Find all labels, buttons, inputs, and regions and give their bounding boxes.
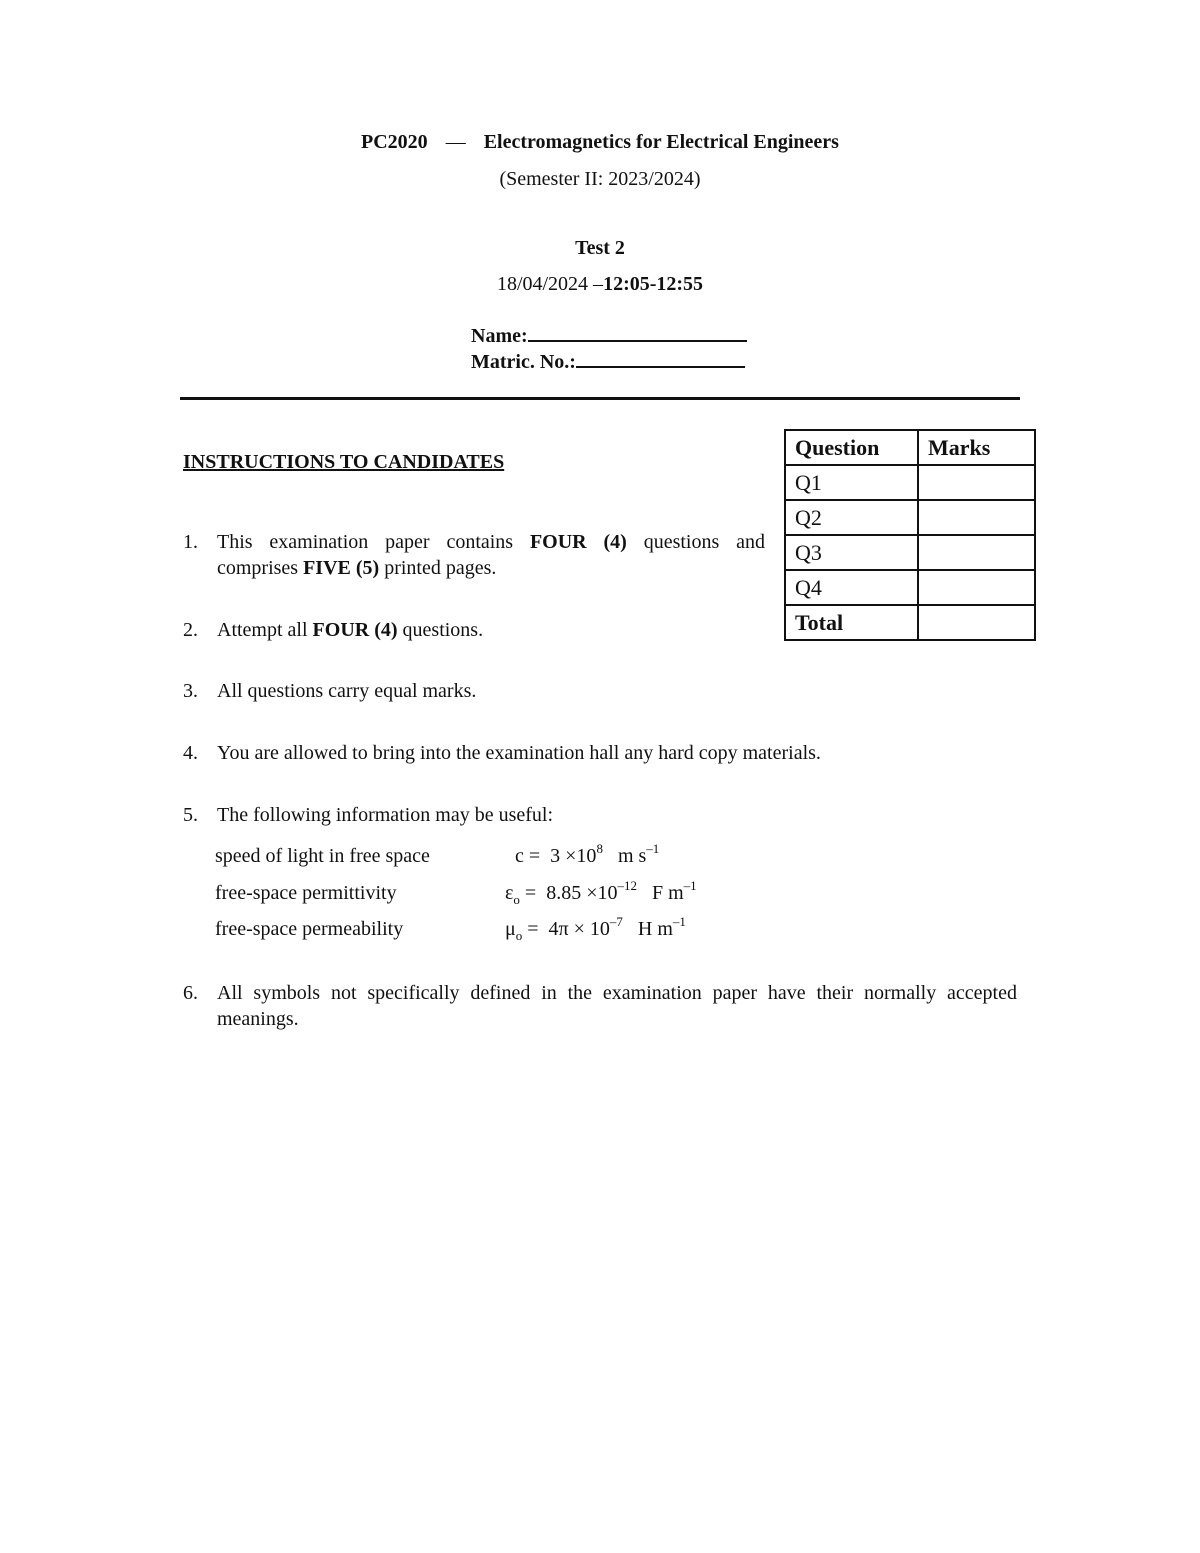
unit-exponent: –1 <box>672 914 686 929</box>
constant-value: 8.85 ×10 <box>546 882 618 904</box>
item-text: You are allowed to bring into the examination hall any hard copy materials. <box>217 742 821 764</box>
course-code: PC2020 <box>361 131 428 153</box>
constant-value: 4π × 10 <box>548 918 610 940</box>
constant-symbol: μ <box>505 918 516 940</box>
emphasis: FOUR (4) <box>529 531 627 553</box>
marks-table-header <box>785 430 1035 465</box>
marks-cell[interactable] <box>918 465 1035 500</box>
constant-expression <box>505 914 686 944</box>
item-text: All questions carry equal marks. <box>217 680 477 702</box>
constant-name: free-space permeability <box>215 918 404 940</box>
name-label: Name: <box>471 325 528 347</box>
constant-symbol: c = <box>515 845 541 867</box>
item-number: 2. <box>183 619 198 641</box>
course-title-line <box>0 131 1200 154</box>
constant-expression <box>515 841 660 868</box>
constant-unit: m s <box>617 845 647 867</box>
equals-sign: = <box>519 882 537 904</box>
matric-field[interactable] <box>471 348 745 374</box>
emphasis: FOUR (4) <box>312 619 398 641</box>
marks-table <box>784 429 1036 641</box>
constant-name: speed of light in free space <box>215 845 430 867</box>
unit-exponent: –1 <box>646 841 660 856</box>
constant-exponent: 8 <box>596 841 603 856</box>
item-text <box>217 617 777 643</box>
matric-label: Matric. No.: <box>471 351 576 373</box>
course-title: Electromagnetics for Electrical Engineers <box>483 131 839 153</box>
text-run: printed pages. <box>379 557 497 579</box>
test-datetime <box>0 273 1200 296</box>
marks-cell[interactable] <box>918 535 1035 570</box>
matric-blank-line[interactable] <box>576 348 745 368</box>
question-label: Q4 <box>785 570 918 605</box>
constant-exponent: –7 <box>609 914 623 929</box>
symbol-subscript: o <box>513 892 520 907</box>
item-number: 1. <box>183 531 198 553</box>
emphasis: FIVE (5) <box>303 557 380 579</box>
header-divider <box>180 397 1020 400</box>
constant-value: 3 ×10 <box>550 845 597 867</box>
text-run: Attempt all <box>217 619 313 641</box>
question-label: Q1 <box>785 465 918 500</box>
symbol-subscript: o <box>515 928 523 943</box>
question-header: Question <box>785 430 918 465</box>
title-separator: — <box>445 131 466 153</box>
constant-symbol: ε <box>505 882 514 904</box>
equals-sign: = <box>522 918 539 940</box>
item-number: 4. <box>183 742 198 764</box>
table-row <box>785 605 1035 640</box>
item-number: 6. <box>183 982 198 1004</box>
marks-cell[interactable] <box>918 500 1035 535</box>
name-field[interactable] <box>471 322 747 348</box>
constant-unit: F m <box>651 882 684 904</box>
constant-exponent: –12 <box>617 878 637 893</box>
table-row <box>785 535 1035 570</box>
question-label: Q3 <box>785 535 918 570</box>
marks-header: Marks <box>918 430 1035 465</box>
text-run: This examination paper contains <box>217 531 530 553</box>
test-name: Test 2 <box>575 237 625 259</box>
table-row <box>785 570 1035 605</box>
constant-row <box>215 841 815 873</box>
name-blank-line[interactable] <box>528 322 747 342</box>
test-time: 12:05-12:55 <box>603 273 704 295</box>
table-row <box>785 465 1035 500</box>
constant-row <box>215 878 815 910</box>
item-text: The following information may be useful: <box>217 804 554 826</box>
text-run: questions and comprises <box>217 531 766 579</box>
constant-name: free-space permittivity <box>215 882 397 904</box>
test-date: 18/04/2024 – <box>496 273 604 295</box>
total-marks-cell[interactable] <box>918 605 1035 640</box>
constant-row <box>215 914 815 946</box>
item-text <box>217 529 765 581</box>
question-label: Q2 <box>785 500 918 535</box>
instructions-heading: INSTRUCTIONS TO CANDIDATES <box>183 451 505 473</box>
item-number: 3. <box>183 680 198 702</box>
item-number: 5. <box>183 804 198 826</box>
constant-expression <box>505 878 697 908</box>
unit-exponent: –1 <box>683 878 697 893</box>
item-text: All symbols not specifically defined in the examination paper have their normally accepted meanings. <box>217 982 1017 1030</box>
marks-cell[interactable] <box>918 570 1035 605</box>
semester: (Semester II: 2023/2024) <box>499 168 701 190</box>
table-row <box>785 500 1035 535</box>
constant-unit: H m <box>637 918 673 940</box>
text-run: questions. <box>397 619 484 641</box>
total-label: Total <box>785 605 918 640</box>
